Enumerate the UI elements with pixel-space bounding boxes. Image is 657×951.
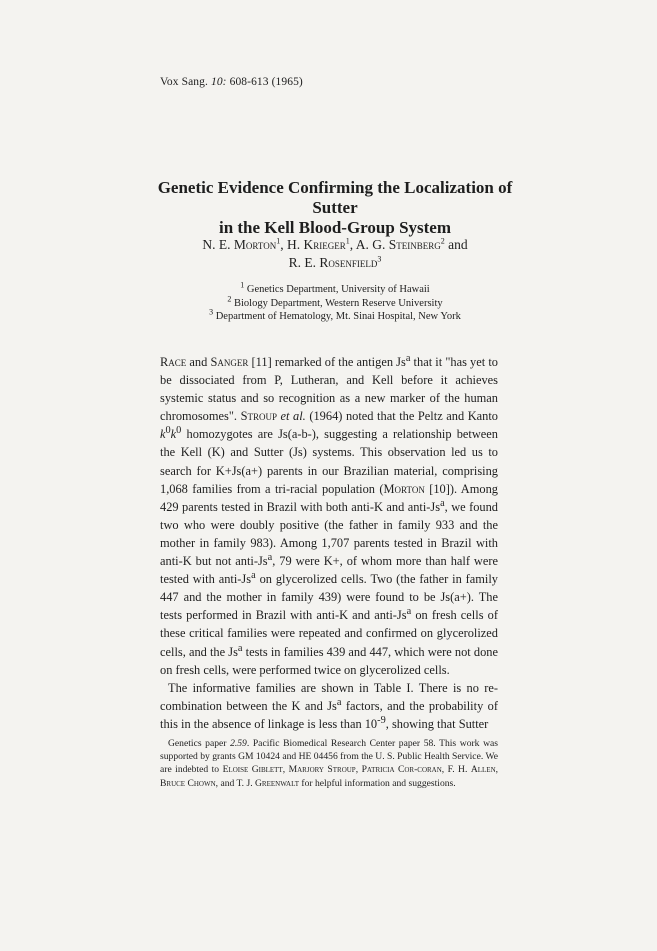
affiliation-1-text: Genetics Department, University of Hawaii [246, 284, 430, 295]
acknowledged-name: Patricia Cor-coran [361, 764, 442, 776]
paper-number: 2.59 [230, 738, 247, 749]
text-run: Genetics paper [168, 738, 231, 749]
cited-author-sanger: Sanger [210, 355, 249, 369]
text-run: , 79 were K+, of whom more than half were tested with anti-Js [160, 554, 499, 587]
et-al: et al. [276, 409, 306, 424]
journal-volume: 10: [210, 76, 227, 88]
author-2-affiliation-mark: 1 [345, 236, 350, 246]
author-4-initials: R. E. [288, 255, 316, 270]
journal-pages: 608-613 (1965) [229, 76, 303, 88]
superscript: a [406, 606, 412, 618]
author-1-affiliation-mark: 1 [276, 236, 281, 246]
title-line-2: in the Kell Blood-Group System [218, 218, 452, 237]
text-run: homozygotes are Js(a-b-), suggesting a relationship between the Kell (K) and Sutter (Js) systems. This observation led us to search for K+Js(a+) parents in our Brazilian material, comprising 1,068 families from a tri-racial population ( [160, 427, 498, 496]
text-run: factors, and the probability of this in the absence of linkage is less than 10 [160, 698, 498, 731]
cited-author-stroup: Stroup [240, 409, 277, 424]
affiliation-3-text: Department of Hematology, Mt. Sinai Hospital, New York [215, 311, 461, 322]
text-run: on glycerolized cells. Two (the father in family 447 and the mother in family 439) were found to be Js(a+). The tests performed in Brazil with anti-K and anti-Js [160, 572, 499, 623]
text-run: , we found two who were doubly positive (the father in family 933 and the mother in family 983). Among 1,707 parents tested in Brazil with anti-K but not anti-Js [160, 499, 498, 569]
superscript: a [440, 497, 445, 509]
text-run: , [355, 764, 362, 776]
journal-name: Vox Sang. [160, 76, 208, 88]
superscript: 0 [176, 425, 182, 437]
superscript: -9 [377, 714, 386, 726]
affiliation-1-mark: 1 [240, 280, 245, 290]
genotype-k: k [170, 427, 177, 442]
author-list [150, 236, 520, 272]
text-run: on fresh cells of these critical families were repeated and confirmed on glycerolized cells, and the Js [160, 608, 498, 659]
acknowledged-name: Marjory Stroup [288, 764, 356, 776]
author-4-affiliation-mark: 3 [377, 254, 382, 264]
affiliations [150, 280, 520, 324]
genotype-k: k [160, 427, 166, 442]
affiliation-3 [150, 307, 520, 324]
affiliation-3-mark: 3 [209, 307, 214, 317]
text-run: . Pacific Biomedical Research Center paper 58. This work was supported by grants GM 10424 and HE 04456 from the U. S. Public Health Service. We are indebted to [160, 738, 498, 776]
acknowledged-name: Bruce Chown [160, 777, 216, 789]
text-run: (1964) noted that the Peltz and Kanto [305, 409, 498, 424]
text-run: that it "has yet to be dissociated from P, Lutheran, and Kell before it achieves systemic status and so recognition as a new marker of the human chromosomes". [160, 355, 498, 424]
title-line-1: Genetic Evidence Confirming the Localization of Sutter [157, 178, 513, 217]
footnote [160, 737, 498, 790]
affiliation-2-text: Biology Department, Western Reserve University [234, 297, 443, 309]
author-2-name: Krieger [303, 237, 346, 252]
text-run: , [495, 764, 499, 776]
authors-line-1: N. E. Morton$^1$, H. Krieger$^1$, A. G. Steinberg$^2$ and [202, 236, 468, 252]
acknowledged-name: Allen [470, 764, 496, 776]
journal-reference [160, 76, 303, 88]
text-run: , [282, 764, 289, 776]
author-3-initials: A. G. [355, 237, 386, 252]
affiliation-2 [150, 294, 520, 311]
superscript: a [405, 352, 411, 364]
text-run: [11] remarked of the antigen Js [248, 355, 406, 369]
text-run: for helpful information and suggestions. [299, 777, 456, 789]
superscript: a [251, 570, 256, 581]
affiliation-1 [150, 280, 520, 297]
author-1-initials: N. E. [202, 237, 231, 252]
text-run: , F. H. [441, 764, 471, 776]
footnote-paragraph [160, 737, 498, 790]
superscript: a [267, 551, 273, 563]
affiliation-2-mark: 2 [227, 294, 232, 303]
cited-author-morton: Morton [383, 481, 425, 496]
text-run: tests in families 439 and 447, which were not done on fresh cells, were performed twice on glycerolized cells. [160, 644, 498, 677]
authors-line-2 [150, 254, 520, 272]
cited-author-race: Race [160, 355, 187, 369]
author-1-name: Morton [233, 237, 277, 252]
paragraph-2 [160, 679, 498, 733]
author-4-name: Rosenfield [319, 255, 378, 270]
text-run: [10]). Among 429 parents tested in Brazil with both anti-K and anti-Js [160, 481, 498, 514]
acknowledged-name: Eloise Giblett [222, 764, 283, 776]
text-run: , showing that Sutter [385, 716, 489, 731]
article-body [160, 353, 498, 733]
author-2-initials: H. [286, 237, 301, 252]
superscript: 0 [165, 425, 171, 437]
article-title [150, 178, 520, 238]
text-run: The informative families are shown in Table I. There is no re-combination between the K and Js [160, 680, 498, 713]
acknowledged-name: Greenwalt [255, 777, 299, 789]
superscript: a [336, 696, 342, 708]
paragraph-1 [160, 353, 498, 679]
text-run: and [186, 355, 211, 369]
superscript: a [237, 642, 243, 654]
authors-and: and [448, 237, 468, 252]
author-3-affiliation-mark: 2 [440, 236, 445, 246]
author-3-name: Steinberg [388, 237, 441, 252]
text-run: , and T. J. [215, 777, 255, 789]
